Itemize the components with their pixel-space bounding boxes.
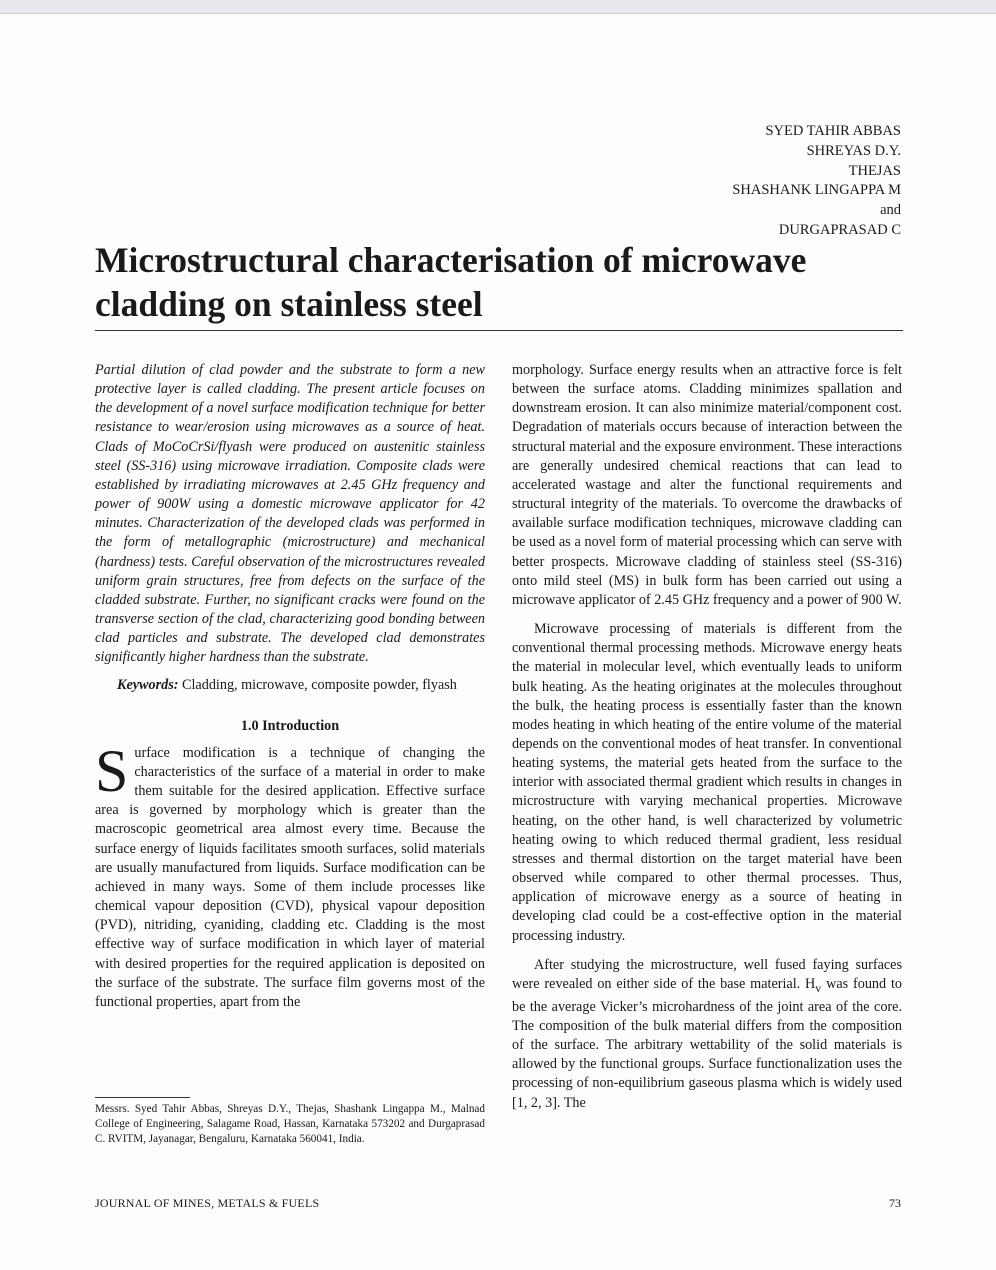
body-paragraph: morphology. Surface energy results when an attractive force is felt between the surface atoms. Cladding minimizes spallation and downstream erosion. It can also minimize material/component cost. Degradation of materials occurs because of interaction between the structural material and the exposure environment. These interactions are generally undesired chemical reactions that can lead to accelerated wastage and alter the functional requirements and structural integrity of the materials. To overcome the drawbacks of available surface modification techniques, microwave cladding can be used as a novel form of material processing which can serve with better prospects. Microwave cladding of stainless steel (SS-316) onto mild steel (MS) in bulk form has been carried out using a microwave applicator of 2.45 GHz frequency and a power of 900 W. [512, 362, 902, 608]
article-title: Microstructural characterisation of microwave cladding on stainless steel [95, 240, 807, 324]
section-heading-introduction: 1.0 Introduction [240, 717, 340, 734]
left-column [95, 361, 485, 1012]
author-name: SYED TAHIR ABBAS [765, 123, 901, 139]
author-list [732, 122, 901, 241]
author-name: THEJAS [848, 162, 901, 179]
title-divider [95, 330, 903, 331]
right-column [512, 361, 902, 1113]
viewer-top-bar [0, 0, 996, 14]
body-text: After studying the microstructure, well fused faying surfaces were revealed on either side of the base material. H [512, 956, 902, 992]
abstract: Partial dilution of clad powder and the substrate to form a new protective layer is called cladding. The present article focuses on the development of a novel surface modification technique for better resistance to wear/erosion using microwaves as a source of heat. Clads of MoCoCrSi/flyash were produced on austenitic stainless steel (SS-316) using microwave irradiation. Composite clads were established by irradiating microwaves at 2.45 GHz frequency and power of 900W using a domestic microwave applicator for 42 minutes. Characterization of the developed clads was performed in the form of metallographic (microstructure) and mechanical (hardness) tests. Careful observation of the microstructures revealed uniform grain structures, free from defects on the surface of the cladded substrate. Further, no significant cracks were found on the transverse section of the clad, characterizing good bonding between clad particles and substrate. The developed clad demonstrates significantly higher hardness than the substrate. [95, 362, 485, 666]
subscript: v [815, 980, 822, 995]
body-text: was found to be the average Vicker’s microhardness of the joint area of the core. The composition of the bulk material differs from the composition of the surface. The arbitrary wettability of the solid materials is allowed by the functional groups. Surface functionalization uses the processing of non-equilibrium gaseous plasma which is widely used [1, 2, 3]. The [512, 975, 902, 1111]
keywords-text: Cladding, microwave, composite powder, flyash [182, 676, 457, 693]
author-name: SHREYAS D.Y. [806, 142, 901, 159]
body-paragraph [512, 956, 902, 1113]
journal-footer: JOURNAL OF MINES, METALS & FUELS [95, 1196, 320, 1210]
page-number: 73 [889, 1196, 901, 1210]
author-conjunction: and [880, 202, 901, 219]
author-name: SHASHANK LINGAPPA M [732, 182, 901, 199]
author-affiliation-footnote: Messrs. Syed Tahir Abbas, Shreyas D.Y., Thejas, Shashank Lingappa M., Malnad College of Engineering, Salagame Road, Hassan, Karnataka 573202 and Durgaprasad C. RVITM, Jayanagar, Bengaluru, Karnataka 560041, India. [95, 1103, 485, 1146]
intro-paragraph [95, 737, 485, 1012]
body-paragraph: Microwave processing of materials is different from the conventional thermal processing methods. Microwave energy heats the material in molecular level, which eventually leads to uniform bulk heating. As the heating originates at the molecules throughout the bulk, the heating process is essentially faster than the known modes heating in which heating of the entire volume of the material depends on the conventional modes of heat transfer. In conventional heating systems, the material gets heated from the surface to the interior with associated thermal gradient which results in changes in microstructure with varying mechanical properties. Microwave heating, on the other hand, is well characterized by volumetric heating owing to which reduced thermal gradient, less residual stresses and thermal distortion on the target material have been observed while compared to other thermal processes. Thus, application of microwave energy as a source of heating in developing clad could be a cost-effective option in the material processing industry. [512, 621, 902, 944]
keywords-label: Keywords: [117, 676, 179, 693]
author-name: DURGAPRASAD C [778, 221, 901, 238]
intro-text: urface modification is a technique of changing the characteristics of the surface of a material in order to make them suitable for the desired application. Effective surface area is governed by morphology which is greater than the macroscopic geometrical area almost every time. Because the surface energy of liquids facilitates smooth surfaces, solid materials are usually manufactured from liquids. Surface modification can be achieved in many ways. Some of them include processes like chemical vapour deposition (CVD), physical vapour deposition (PVD), nitriding, cyaniding, cladding etc. Cladding is the most effective way of surface modification in which layer of material with desired properties for the required application is deposited on the surface of the substrate. The surface film governs most of the functional properties, apart from the [95, 744, 485, 1010]
footnote-divider [95, 1097, 190, 1098]
keywords [95, 676, 485, 695]
drop-cap: S [95, 737, 129, 804]
